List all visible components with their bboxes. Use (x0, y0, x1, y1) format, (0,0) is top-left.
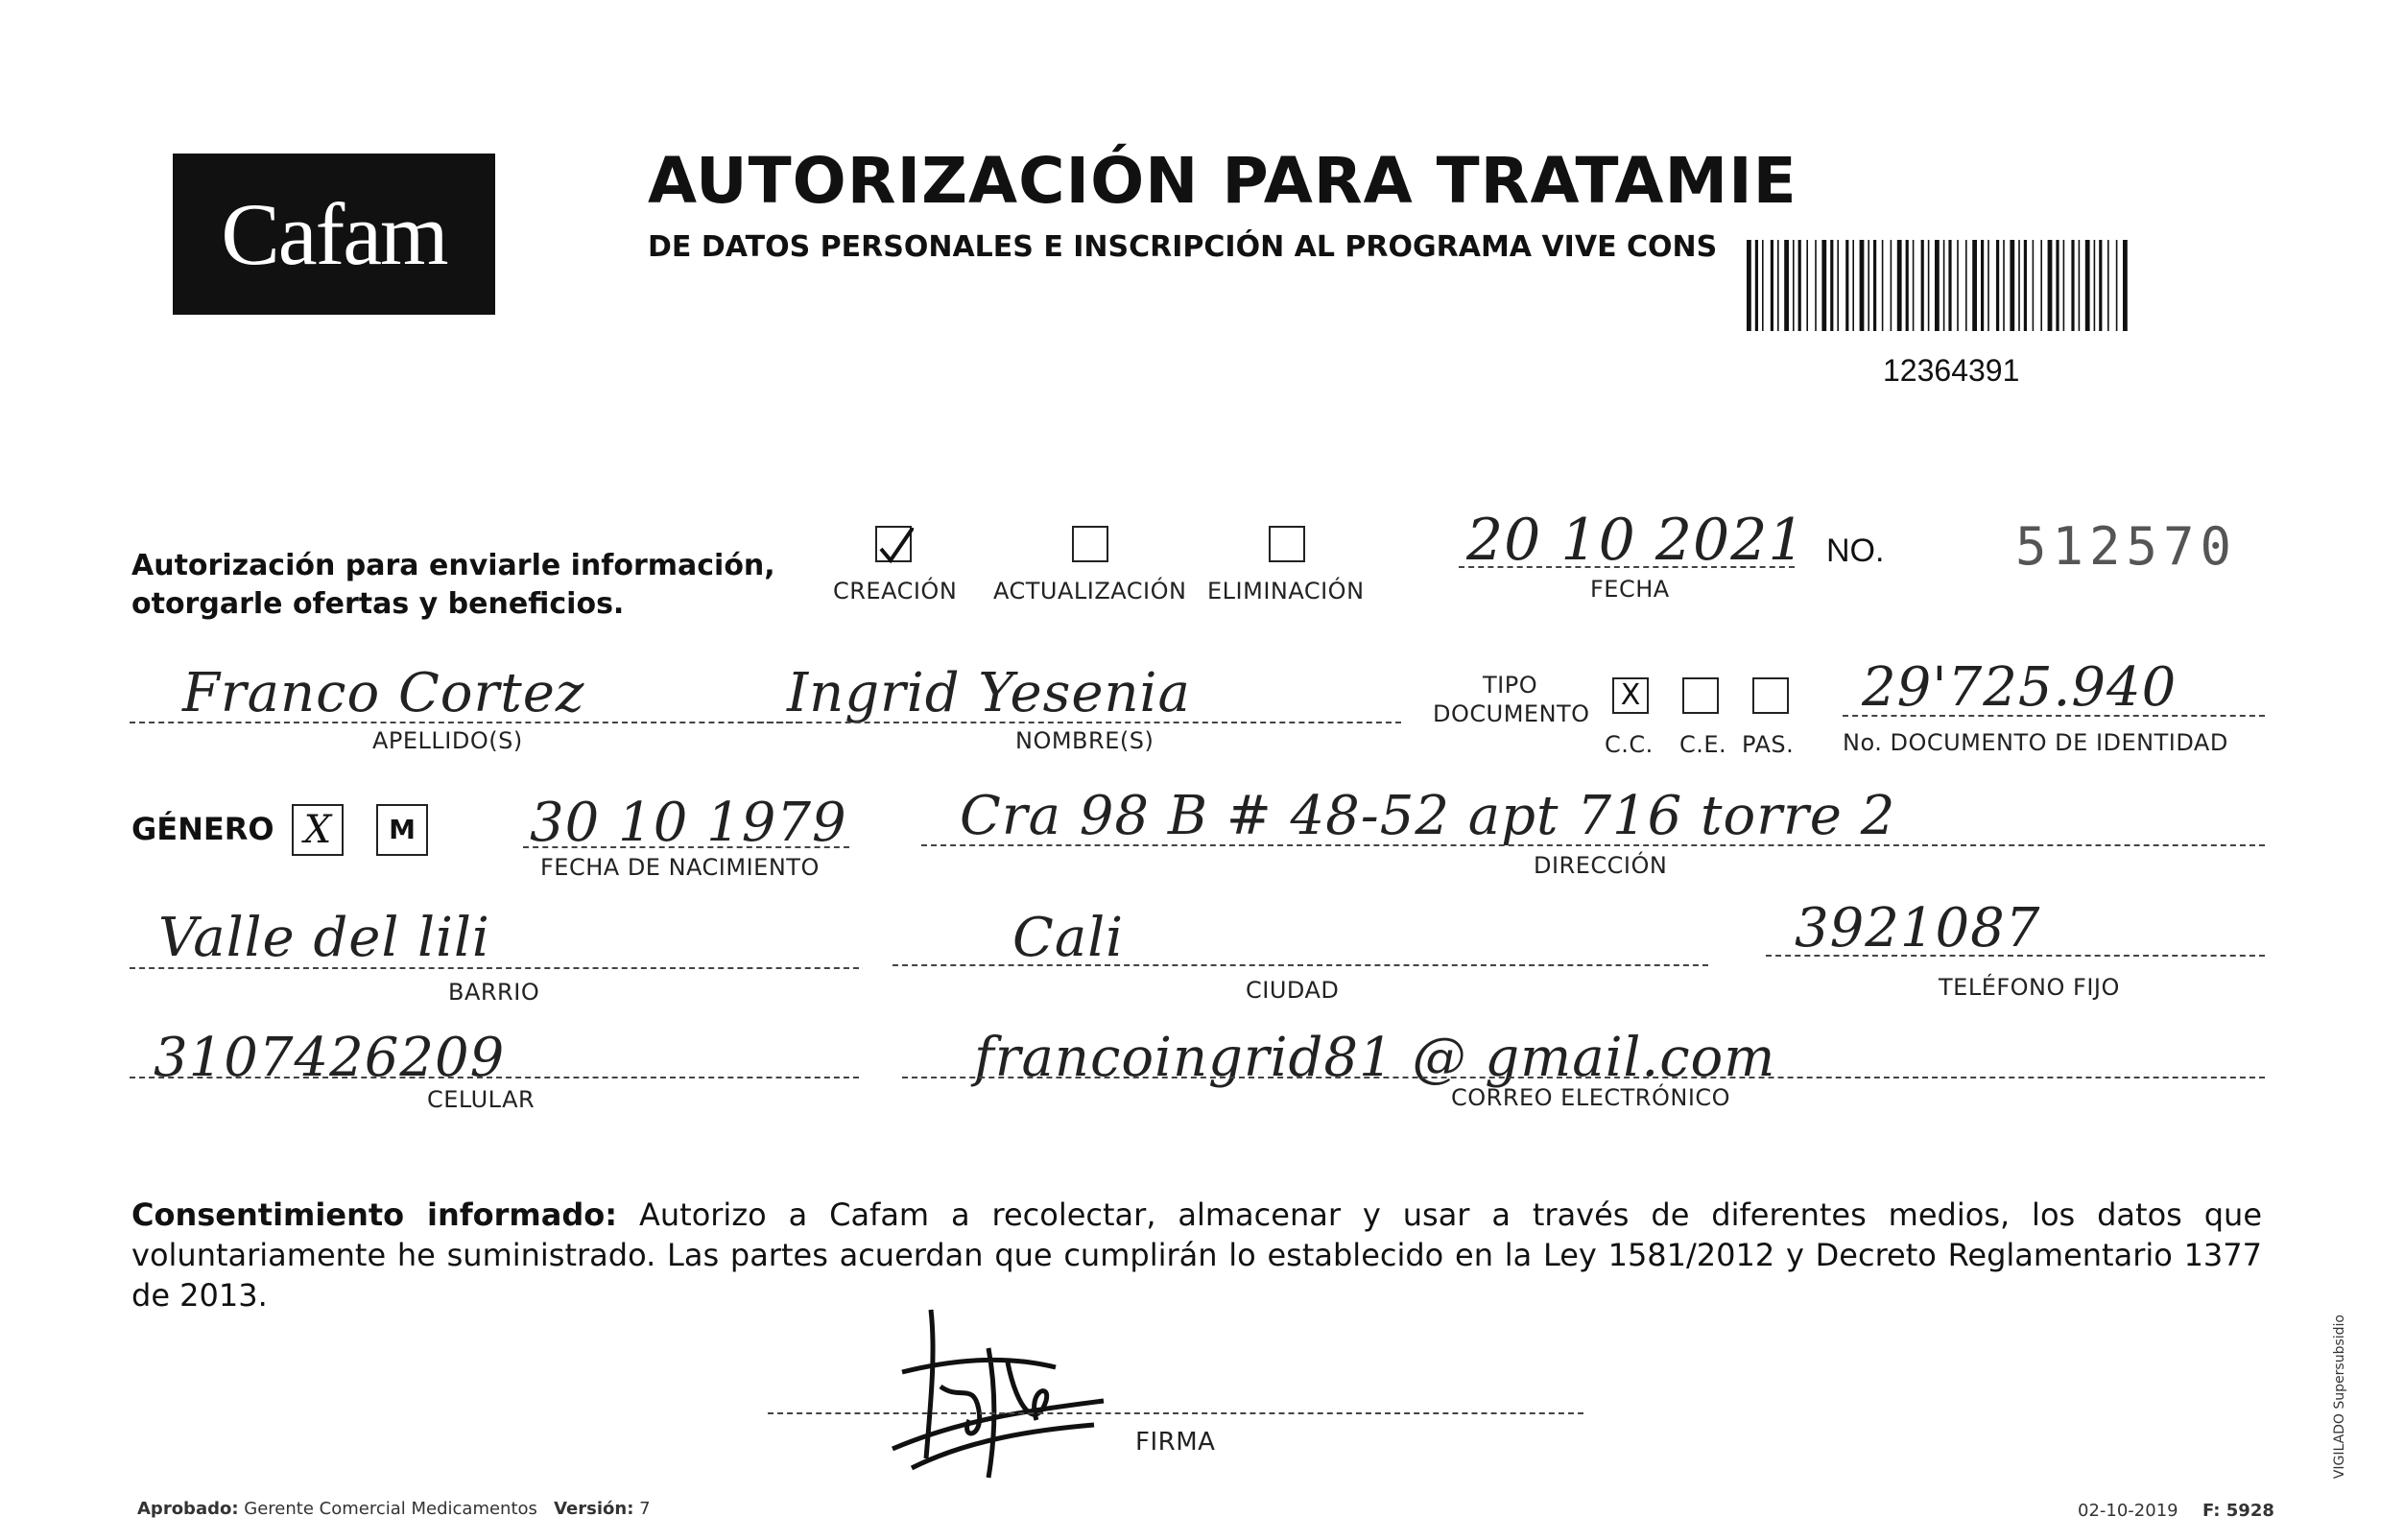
logo-text: Cafam (221, 185, 447, 283)
barcode-bar (2085, 240, 2090, 331)
neighborhood-line (130, 967, 859, 969)
footer-approved-value: Gerente Comercial Medicamentos (244, 1499, 537, 1519)
surname-value[interactable]: Franco Cortez (182, 662, 585, 724)
neighborhood-value[interactable]: Valle del lili (158, 907, 490, 969)
barcode-bar (1913, 240, 1915, 331)
birth-line (523, 846, 849, 848)
address-value[interactable]: Cra 98 B # 48-52 apt 716 torre 2 (960, 785, 1896, 847)
doc-number-value[interactable]: 29'725.940 (1862, 656, 2178, 719)
barcode-bar (2107, 240, 2109, 331)
footer-version-value: 7 (639, 1499, 651, 1519)
barcode-bar (1821, 240, 1826, 331)
number-label: NO. (1826, 533, 1885, 569)
address-line (921, 844, 2265, 846)
footer-form-code: F: 5928 (2202, 1501, 2274, 1521)
barcode-bar (2040, 240, 2042, 331)
barcode-bar (1806, 240, 1808, 331)
barcode-bar (2010, 240, 2014, 331)
gender-f-checkbox[interactable]: X (292, 804, 344, 856)
barcode-bar (1830, 240, 1833, 331)
email-label: CORREO ELECTRÓNICO (1451, 1084, 1731, 1111)
email-line (902, 1077, 2265, 1078)
signature-label: FIRMA (1135, 1428, 1216, 1457)
signature-scribble (883, 1295, 1113, 1487)
cc-checkbox[interactable]: X (1612, 677, 1649, 714)
barcode-bar (1852, 240, 1854, 331)
city-label: CIUDAD (1246, 977, 1340, 1004)
barcode-bar (1755, 240, 1758, 331)
date-line (1459, 566, 1795, 568)
phone-line (1766, 955, 2265, 957)
doc-number-line (1843, 715, 2265, 717)
birth-label: FECHA DE NACIMIENTO (540, 854, 820, 881)
barcode-bar (1921, 240, 1924, 331)
barcode-bar (2003, 240, 2005, 331)
barcode-bar (1948, 240, 1951, 331)
consent-title: Consentimiento informado: (131, 1196, 618, 1233)
footer-approved (137, 1499, 651, 1519)
barcode-bar (1943, 240, 1945, 331)
mobile-label: CELULAR (427, 1086, 536, 1113)
barcode-bar (1868, 240, 1869, 331)
city-line (893, 964, 1708, 966)
eliminacion-label: ELIMINACIÓN (1207, 578, 1365, 604)
barcode-bar (1860, 240, 1865, 331)
barcode-bar (2099, 240, 2102, 331)
actualizacion-label: ACTUALIZACIÓN (993, 578, 1187, 604)
doc-number-label: No. DOCUMENTO DE IDENTIDAD (1843, 729, 2228, 756)
mobile-value[interactable]: 3107426209 (154, 1027, 506, 1089)
barcode (1747, 240, 2135, 331)
barcode-bar (2123, 240, 2128, 331)
doc-type-label-2: DOCUMENTO (1433, 700, 1590, 727)
phone-label: TELÉFONO FIJO (1939, 974, 2120, 1001)
eliminacion-checkbox[interactable] (1269, 526, 1305, 562)
barcode-bar (1928, 240, 1930, 331)
names-value[interactable]: Ingrid Yesenia (787, 662, 1191, 724)
email-value[interactable]: francoingrid81 @ gmail.com (974, 1027, 1776, 1089)
barcode-bar (2048, 240, 2053, 331)
names-label: NOMBRE(S) (1015, 727, 1154, 754)
number-value: 512570 (2015, 516, 2238, 577)
footer-approved-label: Aprobado: (137, 1499, 239, 1519)
barcode-bar (1845, 240, 1848, 331)
mobile-line (130, 1077, 859, 1078)
cc-label: C.C. (1605, 731, 1654, 758)
city-value[interactable]: Cali (1012, 907, 1125, 969)
doc-type-label-1: TIPO (1483, 672, 1538, 699)
barcode-bar (2056, 240, 2059, 331)
barcode-bar (1996, 240, 1999, 331)
barcode-bar (1935, 240, 1940, 331)
barcode-bar (1771, 240, 1773, 331)
date-label: FECHA (1590, 576, 1670, 603)
form-subtitle: DE DATOS PERSONALES E INSCRIPCIÓN AL PROGRAMA VIVE CONS (648, 230, 1718, 264)
check-icon (877, 528, 914, 564)
barcode-bar (2071, 240, 2074, 331)
barcode-bar (2094, 240, 2096, 331)
barcode-bar (1965, 240, 1967, 331)
date-value[interactable]: 20 10 2021 (1466, 507, 1806, 574)
ce-checkbox[interactable] (1682, 677, 1719, 714)
footer-version-label: Versión: (554, 1499, 634, 1519)
actualizacion-checkbox[interactable] (1072, 526, 1108, 562)
pas-checkbox[interactable] (1752, 677, 1789, 714)
authorization-line-2: otorgarle ofertas y beneficios. (131, 587, 625, 621)
form-title: AUTORIZACIÓN PARA TRATAMIE (648, 144, 1797, 218)
barcode-bar (1784, 240, 1789, 331)
consent-paragraph (131, 1195, 2262, 1315)
barcode-bar (1762, 240, 1764, 331)
barcode-bar (2116, 240, 2118, 331)
authorization-text (131, 547, 775, 624)
phone-value[interactable]: 3921087 (1795, 897, 2041, 960)
barcode-bar (1815, 240, 1817, 331)
address-label: DIRECCIÓN (1534, 852, 1668, 879)
pas-label: PAS. (1742, 731, 1795, 758)
barcode-bar (2079, 240, 2081, 331)
barcode-bar (2024, 240, 2027, 331)
gender-label: GÉNERO (131, 811, 274, 847)
footer-date: 02-10-2019 (2078, 1501, 2178, 1521)
barcode-bar (1837, 240, 1839, 331)
barcode-bar (2033, 240, 2035, 331)
signature-line (768, 1412, 1583, 1414)
barcode-bar (1873, 240, 1876, 331)
footer-side-text: VIGILADO Supersubsidio (2332, 1315, 2347, 1480)
neighborhood-label: BARRIO (448, 979, 540, 1006)
barcode-bar (2018, 240, 2020, 331)
barcode-bar (1777, 240, 1779, 331)
barcode-bar (1906, 240, 1909, 331)
barcode-bar (1987, 240, 1989, 331)
barcode-bar (1957, 240, 1959, 331)
barcode-number: 12364391 (1883, 353, 2020, 388)
surname-label: APELLIDO(S) (372, 727, 523, 754)
barcode-bar (2063, 240, 2065, 331)
barcode-bar (1793, 240, 1795, 331)
ce-label: C.E. (1679, 731, 1727, 758)
consent-text: Autorizo a Cafam a recolectar, almacenar y usar a través de diferentes medios, los datos que voluntariamente he suministrado. Las partes acuerdan que cumplirán lo establecido en la Ley 1581/2012 y Decreto Reglamentario 1377 de 2013. (131, 1196, 2263, 1314)
names-line (749, 722, 1401, 723)
barcode-bar (1747, 240, 1751, 331)
barcode-bar (1798, 240, 1801, 331)
creacion-checkbox[interactable] (875, 526, 912, 562)
creacion-label: CREACIÓN (833, 578, 958, 604)
barcode-bar (1972, 240, 1977, 331)
surname-line (130, 722, 801, 723)
cafam-logo (173, 154, 495, 315)
gender-m-checkbox[interactable]: M (376, 804, 428, 856)
barcode-bar (1897, 240, 1902, 331)
authorization-line-1: Autorización para enviarle información, (131, 549, 775, 582)
barcode-bar (1981, 240, 1984, 331)
barcode-bar (1882, 240, 1884, 331)
barcode-bar (1891, 240, 1892, 331)
birth-value[interactable]: 30 10 1979 (530, 792, 847, 854)
